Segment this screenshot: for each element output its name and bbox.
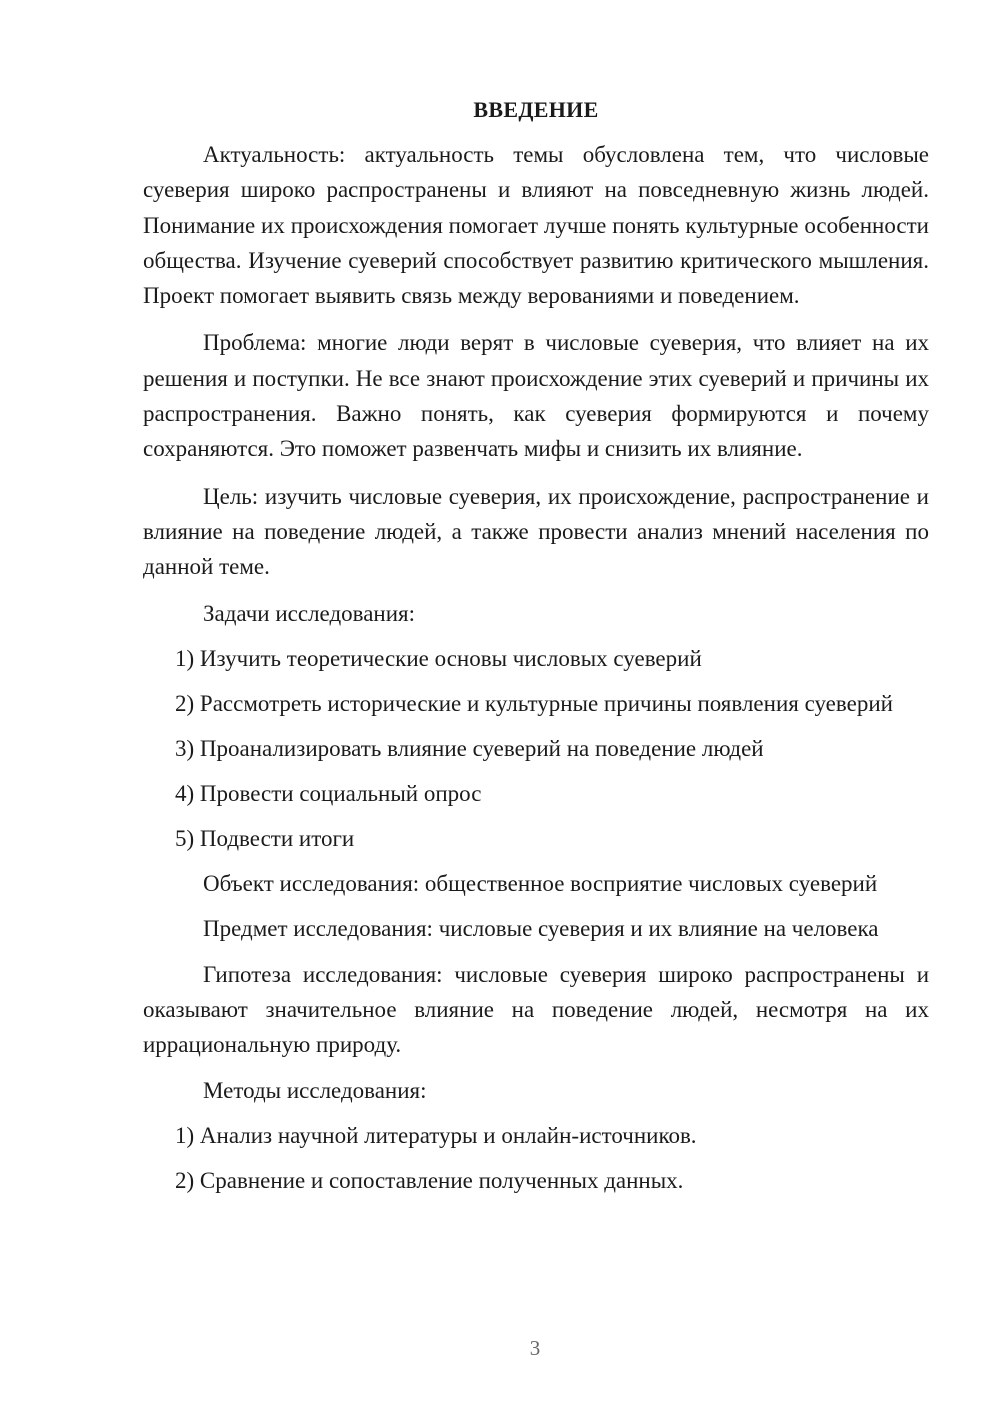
research-object: Объект исследования: общественное восприятие числовых суеверий — [203, 870, 878, 896]
task-item: 1) Изучить теоретические основы числовых суеверий — [175, 645, 702, 671]
task-item: 5) Подвести итоги — [175, 825, 355, 851]
research-subject: Предмет исследования: числовые суеверия и их влияние на человека — [203, 915, 879, 941]
task-item: 4) Провести социальный опрос — [175, 780, 482, 806]
tasks-heading: Задачи исследования: — [203, 600, 416, 626]
relevance-paragraph: Актуальность: актуальность темы обусловлена тем, что числовые суеверия широко распространены и влияют на повседневную жизнь людей. Понимание их происхождения помогает лучше понять культурные особенности общества. Изучение суеверий способствует развитию критического мышления. Проект помогает выявить связь между верованиями и поведением. — [143, 142, 929, 309]
goal-paragraph: Цель: изучить числовые суеверия, их происхождение, распространение и влияние на поведение людей, а также провести анализ мнений населения по данной теме. — [143, 483, 929, 580]
problem-paragraph: Проблема: многие люди верят в числовые суеверия, что влияет на их решения и поступки. Не все знают происхождение этих суеверий и причины их распространения. Важно понять, как суеверия формируются и почему сохраняются. Это поможет развенчать мифы и снизить их влияние. — [143, 330, 929, 462]
methods-heading: Методы исследования: — [203, 1078, 427, 1104]
task-item: 2) Рассмотреть исторические и культурные причины появления суеверий — [175, 690, 893, 716]
task-item: 3) Проанализировать влияние суеверий на поведение людей — [175, 735, 764, 761]
method-item: 1) Анализ научной литературы и онлайн-источников. — [175, 1123, 697, 1149]
page-content — [143, 94, 929, 1209]
section-title: ВВЕДЕНИЕ — [473, 97, 599, 122]
hypothesis-paragraph: Гипотеза исследования: числовые суеверия широко распространены и оказывают значительное влияние на поведение людей, несмотря на их иррациональную природу. — [143, 961, 929, 1058]
page-number: 3 — [529, 1336, 541, 1360]
method-item: 2) Сравнение и сопоставление полученных данных. — [175, 1168, 684, 1194]
